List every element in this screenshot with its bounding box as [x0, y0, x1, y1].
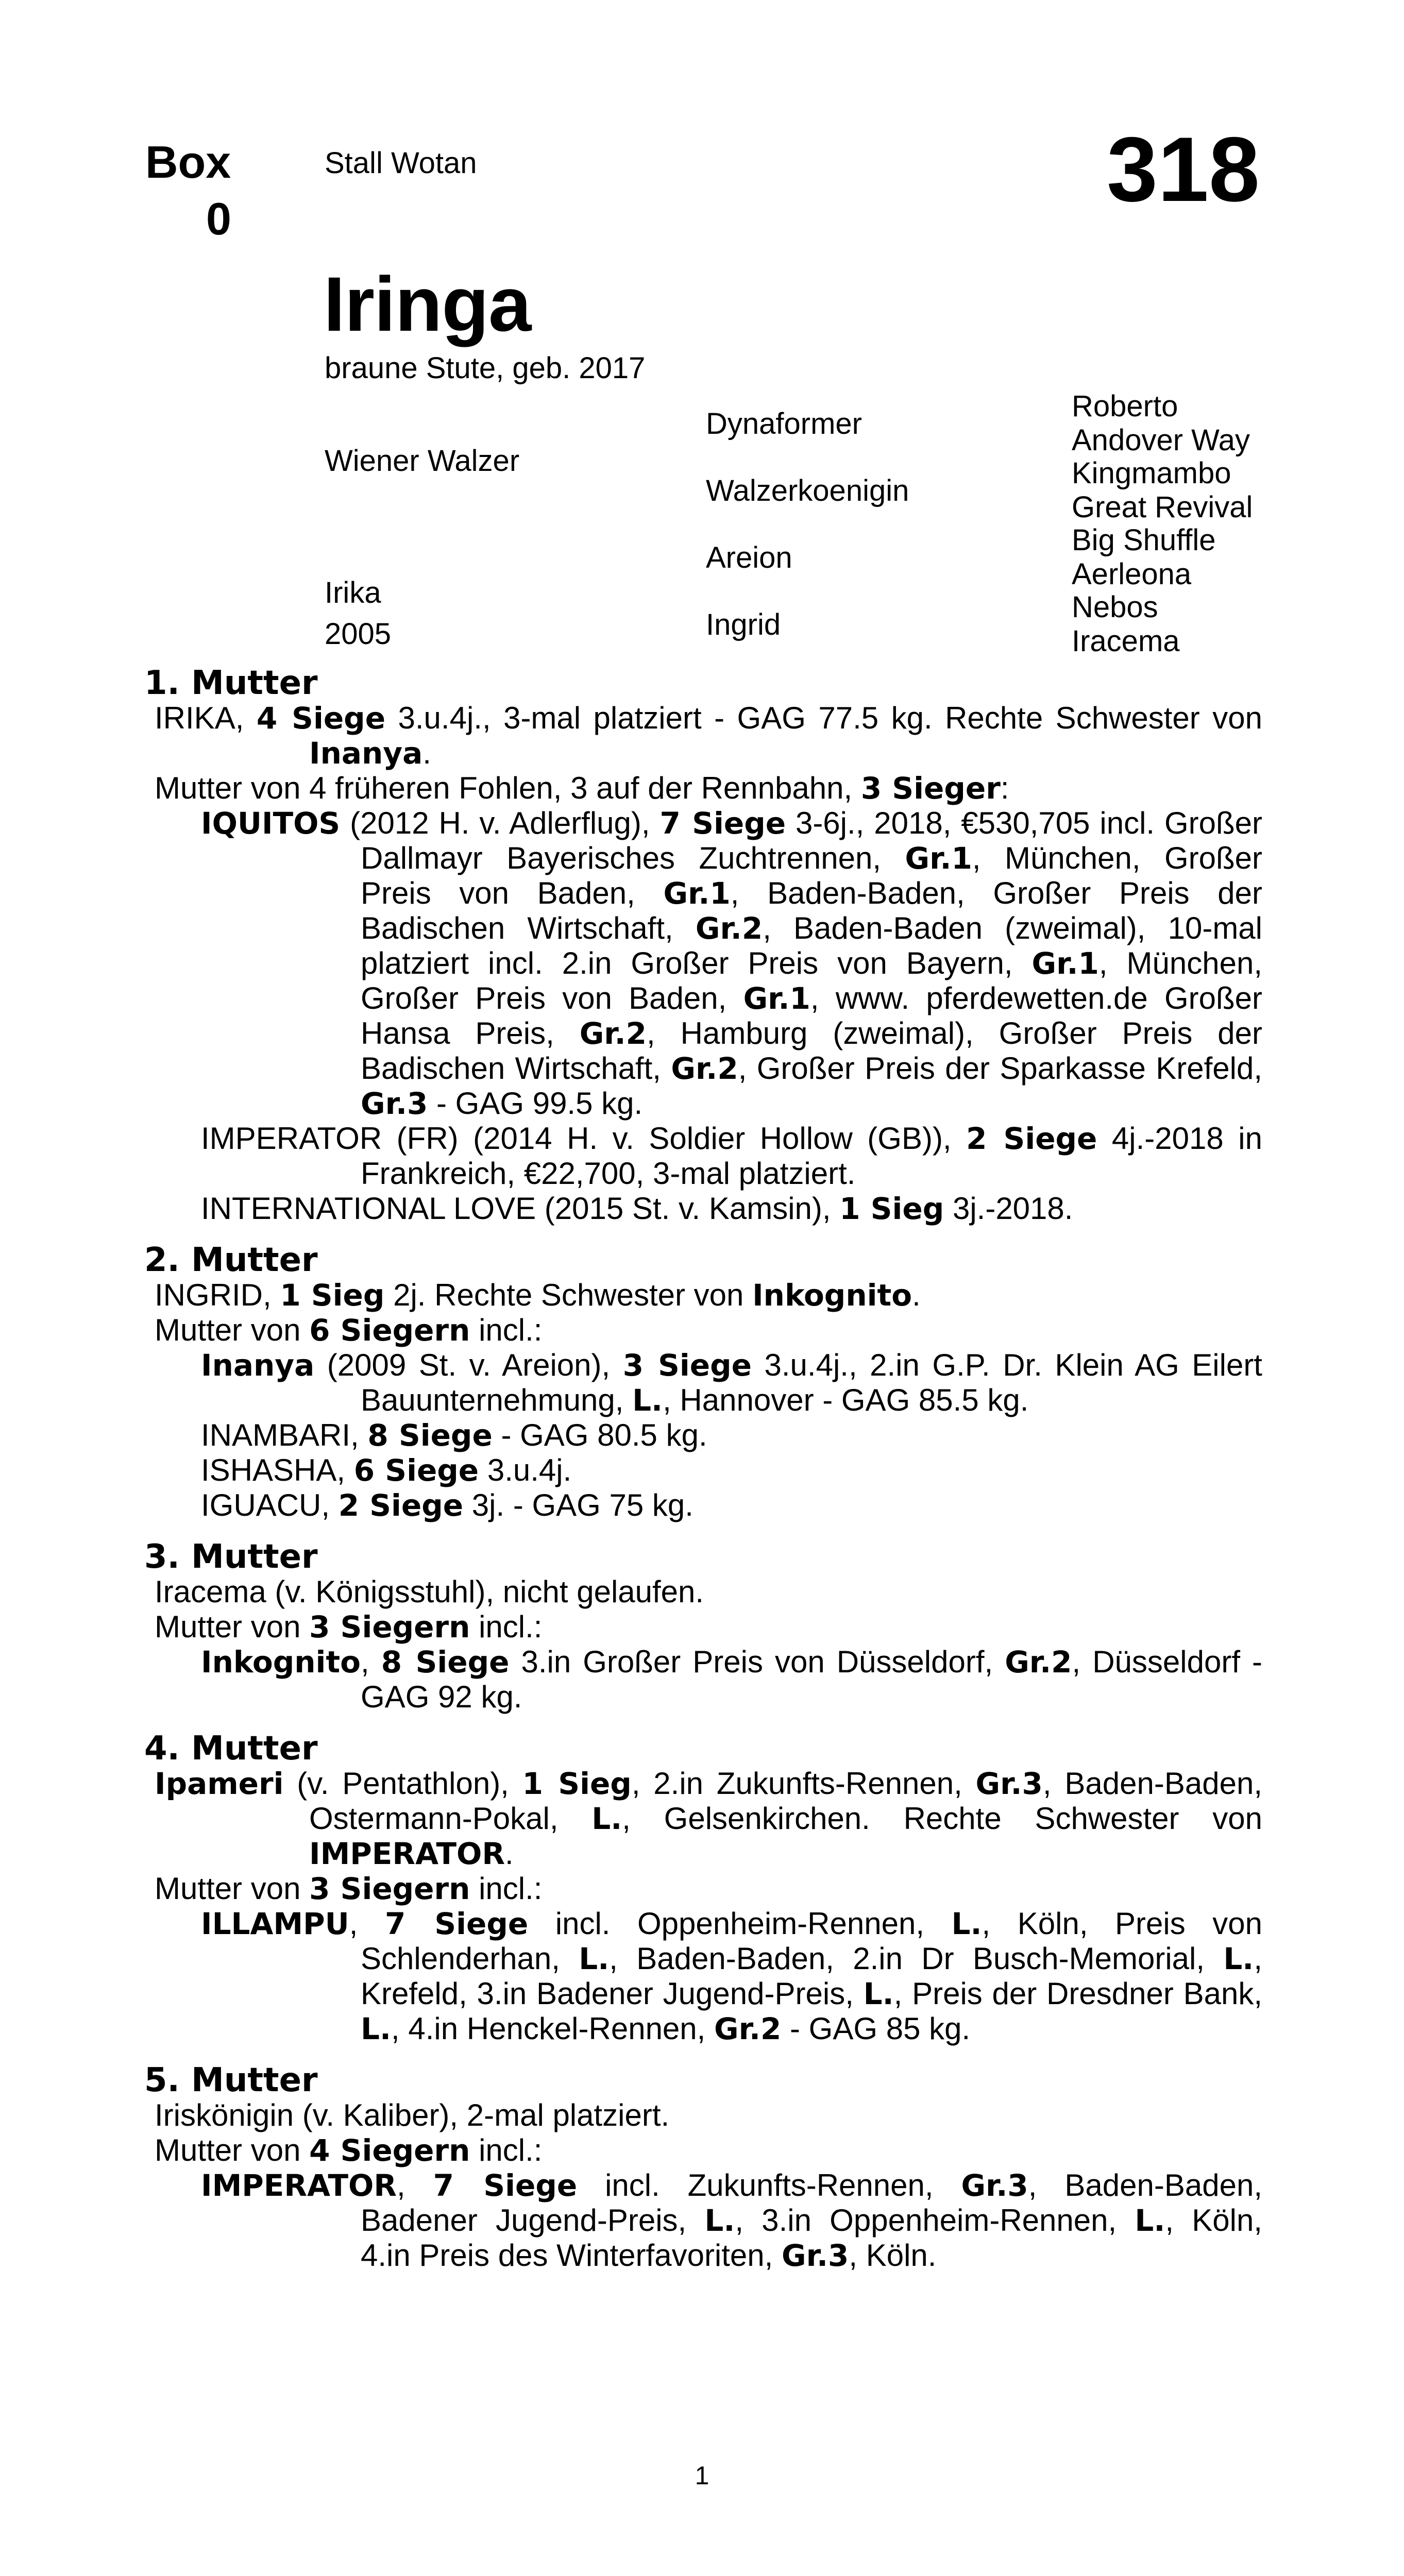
produce-entry: IGUACU, 2 Siege 3j. - GAG 75 kg.	[201, 1488, 693, 1523]
pedigree-sire-dam: Walzerkoenigin	[706, 474, 909, 507]
section-fifth-dam	[144, 2063, 1262, 2273]
section-second-dam	[144, 1243, 1262, 1523]
produce-entry: ISHASHA, 6 Siege 3.u.4j.	[201, 1453, 572, 1488]
pedigree-dam: Irika	[325, 576, 381, 609]
produce-summary: Mutter von 3 Siegern incl.:	[155, 1609, 543, 1645]
produce-entry: IQUITOS (2012 H. v. Adlerflug), 7 Siege 3-6j., 2018, €530,705 incl. Großer Dallmayr Bayerisches Zuchtrennen, Gr.1, München, Großer Preis von Baden, Gr.1, Baden-Baden, Großer Preis der Badischen Wirtschaft, Gr.2, Baden-Baden (zweimal), 10-mal platziert incl. 2.in Großer Preis von Bayern, Gr.1, München, Großer Preis von Baden, Gr.1, www. pferdewetten.de Großer Hansa Preis, Gr.2, Hamburg (zweimal), Großer Preis der Badischen Wirtschaft, Gr.2, Großer Preis der Sparkasse Krefeld, Gr.3 - GAG 99.5 kg.	[201, 806, 1263, 1121]
produce-entry: Inanya (2009 St. v. Areion), 3 Siege 3.u.4j., 2.in G.P. Dr. Klein AG Eilert Bauunternehmung, L., Hannover - GAG 85.5 kg.	[201, 1348, 1262, 1418]
pedigree-dam-dam: Ingrid	[706, 608, 781, 641]
pedigree-gen3-6: Aerleona	[1072, 557, 1192, 591]
pedigree-dam-sire: Areion	[706, 541, 792, 574]
owner: Stall Wotan	[325, 146, 477, 180]
produce-summary: Mutter von 4 Siegern incl.:	[155, 2133, 543, 2168]
box-number: 0	[206, 193, 231, 244]
dam-record: Iracema (v. Königsstuhl), nicht gelaufen.	[155, 1574, 704, 1609]
pedigree-dam-year: 2005	[325, 617, 392, 651]
dam-record: IRIKA, 4 Siege 3.u.4j., 3-mal platziert - GAG 77.5 kg. Rechte Schwester von Inanya.	[155, 701, 1262, 771]
page-number: 1	[695, 2461, 709, 2490]
pedigree-gen3-2: Andover Way	[1072, 423, 1250, 457]
section-title: 2. Mutter	[144, 1241, 318, 1279]
catalogue-number: 318	[1107, 118, 1260, 221]
produce-summary: Mutter von 4 früheren Fohlen, 3 auf der Rennbahn, 3 Sieger:	[155, 771, 1009, 806]
pedigree-sire-sire: Dynaformer	[706, 407, 862, 440]
produce-entry: INTERNATIONAL LOVE (2015 St. v. Kamsin), 1 Sieg 3j.-2018.	[201, 1191, 1073, 1226]
horse-description: braune Stute, geb. 2017	[325, 351, 646, 385]
dam-record: Iriskönigin (v. Kaliber), 2-mal platziert.	[155, 2098, 670, 2132]
horse-name: Iringa	[324, 261, 531, 347]
section-title: 3. Mutter	[144, 1538, 318, 1576]
produce-summary: Mutter von 6 Siegern incl.:	[155, 1313, 543, 1348]
section-title: 5. Mutter	[144, 2061, 318, 2099]
pedigree-gen3-4: Great Revival	[1072, 490, 1253, 524]
pedigree-gen3-1: Roberto	[1072, 389, 1178, 423]
produce-entry: ILLAMPU, 7 Siege incl. Oppenheim-Rennen, L., Köln, Preis von Schlenderhan, L., Baden-Baden, 2.in Dr Busch-Memorial, L., Krefeld, 3.in Badener Jugend-Preis, L., Preis der Dresdner Bank, L., 4.in Henckel-Rennen, Gr.2 - GAG 85 kg.	[201, 1906, 1263, 2046]
produce-summary: Mutter von 3 Siegern incl.:	[155, 1871, 543, 1906]
section-third-dam	[144, 1539, 1262, 1715]
dam-record: Ipameri (v. Pentathlon), 1 Sieg, 2.in Zukunfts-Rennen, Gr.3, Baden-Baden, Ostermann-Pokal, L., Gelsenkirchen. Rechte Schwester von IMPERATOR.	[155, 1766, 1262, 1871]
pedigree-gen3-7: Nebos	[1072, 590, 1158, 624]
dam-record: INGRID, 1 Sieg 2j. Rechte Schwester von Inkognito.	[155, 1278, 921, 1313]
produce-entry: INAMBARI, 8 Siege - GAG 80.5 kg.	[201, 1418, 707, 1453]
pedigree-gen3-5: Big Shuffle	[1072, 523, 1216, 557]
produce-entry: IMPERATOR, 7 Siege incl. Zukunfts-Rennen, Gr.3, Baden-Baden, Badener Jugend-Preis, L., 3.in Oppenheim-Rennen, L., Köln, 4.in Preis des Winterfavoriten, Gr.3, Köln.	[201, 2168, 1262, 2273]
section-fourth-dam	[144, 1731, 1262, 2046]
pedigree-sire: Wiener Walzer	[325, 444, 520, 478]
pedigree-gen3-8: Iracema	[1072, 624, 1180, 658]
box-label: Box	[145, 137, 231, 188]
produce-entry: Inkognito, 8 Siege 3.in Großer Preis von Düsseldorf, Gr.2, Düsseldorf - GAG 92 kg.	[201, 1645, 1262, 1714]
section-title: 4. Mutter	[144, 1730, 318, 1768]
female-family	[144, 666, 1262, 2273]
produce-entry: IMPERATOR (FR) (2014 H. v. Soldier Hollow (GB)), 2 Siege 4j.-2018 in Frankreich, €22,700, 3-mal platziert.	[201, 1121, 1262, 1191]
section-title: 1. Mutter	[144, 664, 318, 702]
pedigree-gen3-3: Kingmambo	[1072, 456, 1231, 490]
section-first-dam	[144, 666, 1262, 1226]
